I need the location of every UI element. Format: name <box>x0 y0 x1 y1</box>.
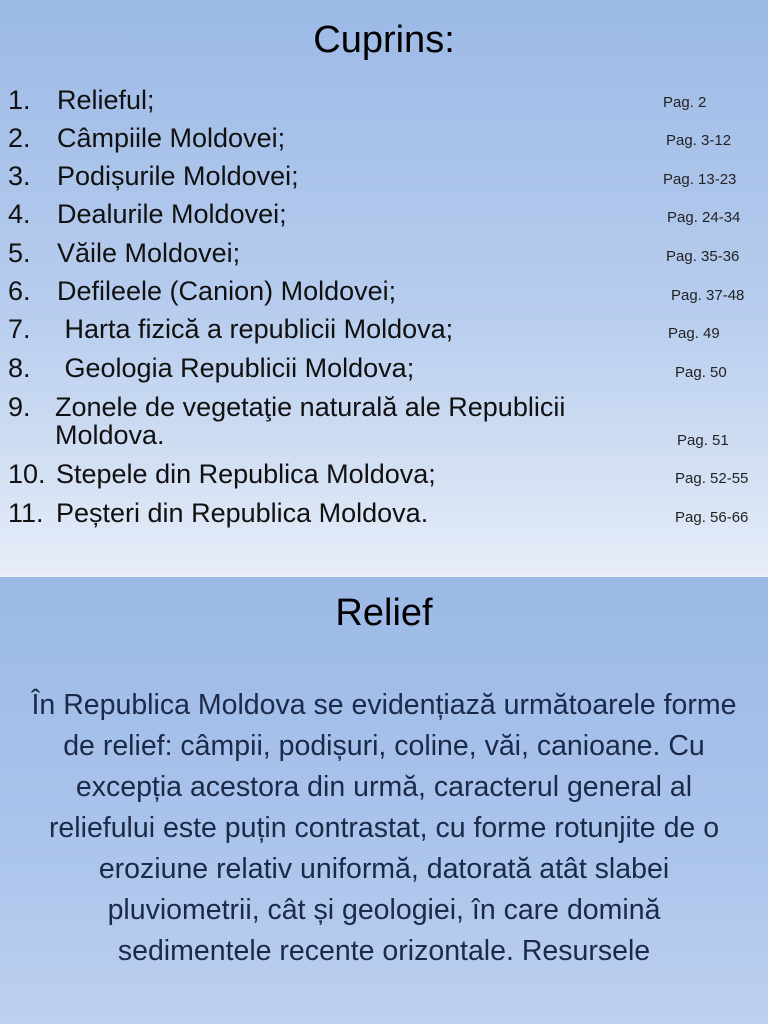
toc-title: Zonele de vegetaţie naturală ale Republicii <box>55 392 566 422</box>
toc-page-ref: Pag. 52-55 <box>675 470 749 487</box>
toc-title: Dealurile Moldovei; <box>57 199 287 229</box>
toc-page-ref: Pag. 24-34 <box>667 209 741 226</box>
toc-title: Geologia Republicii Moldova; <box>57 353 415 383</box>
toc-number: 9. <box>8 392 31 422</box>
toc-title-continued: Moldova. <box>55 420 165 450</box>
toc-page-ref: Pag. 13-23 <box>663 171 737 188</box>
body-paragraph: În Republica Moldova se evidențiază următoarele forme de relief: câmpii, podișuri, coline, văi, canioane. Cu excepția acestora din urmă, caracterul general al reliefului este puțin contrastat, cu forme rotunjite de o eroziune relativ uniformă, datorată atât slabei pluviometrii, cât și geologiei, în care domină sedimentele recente orizontale. Resursele <box>31 689 737 967</box>
toc-number: 5. <box>8 238 31 268</box>
toc-number: 10. <box>8 459 46 489</box>
toc-page-ref: Pag. 49 <box>668 325 720 342</box>
toc-number: 6. <box>8 276 31 306</box>
toc-title: Văile Moldovei; <box>57 238 241 268</box>
toc-number: 2. <box>8 123 31 153</box>
relief-slide <box>0 577 768 1024</box>
slide-title: Relief <box>335 592 433 634</box>
toc-title: Defileele (Canion) Moldovei; <box>57 276 397 306</box>
toc-page-ref: Pag. 50 <box>675 364 727 381</box>
toc-title: Câmpiile Moldovei; <box>57 123 286 153</box>
toc-page-ref: Pag. 56-66 <box>675 509 749 526</box>
toc-title: Podișurile Moldovei; <box>57 161 299 191</box>
toc-title: Harta fizică a republicii Moldova; <box>57 314 454 344</box>
toc-title: Peșteri din Republica Moldova. <box>56 498 429 528</box>
toc-page-ref: Pag. 51 <box>677 432 729 449</box>
toc-page-ref: Pag. 35-36 <box>666 248 740 265</box>
toc-page-ref: Pag. 2 <box>663 94 707 111</box>
toc-page-ref: Pag. 37-48 <box>671 287 745 304</box>
slide-title: Cuprins: <box>313 19 455 61</box>
toc-number: 7. <box>8 314 31 344</box>
toc-number: 4. <box>8 199 31 229</box>
toc-number: 8. <box>8 353 31 383</box>
toc-page-ref: Pag. 3-12 <box>666 132 732 149</box>
toc-number: 11. <box>8 498 44 528</box>
toc-title: Relieful; <box>57 85 155 115</box>
toc-title: Stepele din Republica Moldova; <box>56 459 436 489</box>
toc-number: 3. <box>8 161 31 191</box>
toc-number: 1. <box>8 85 31 115</box>
